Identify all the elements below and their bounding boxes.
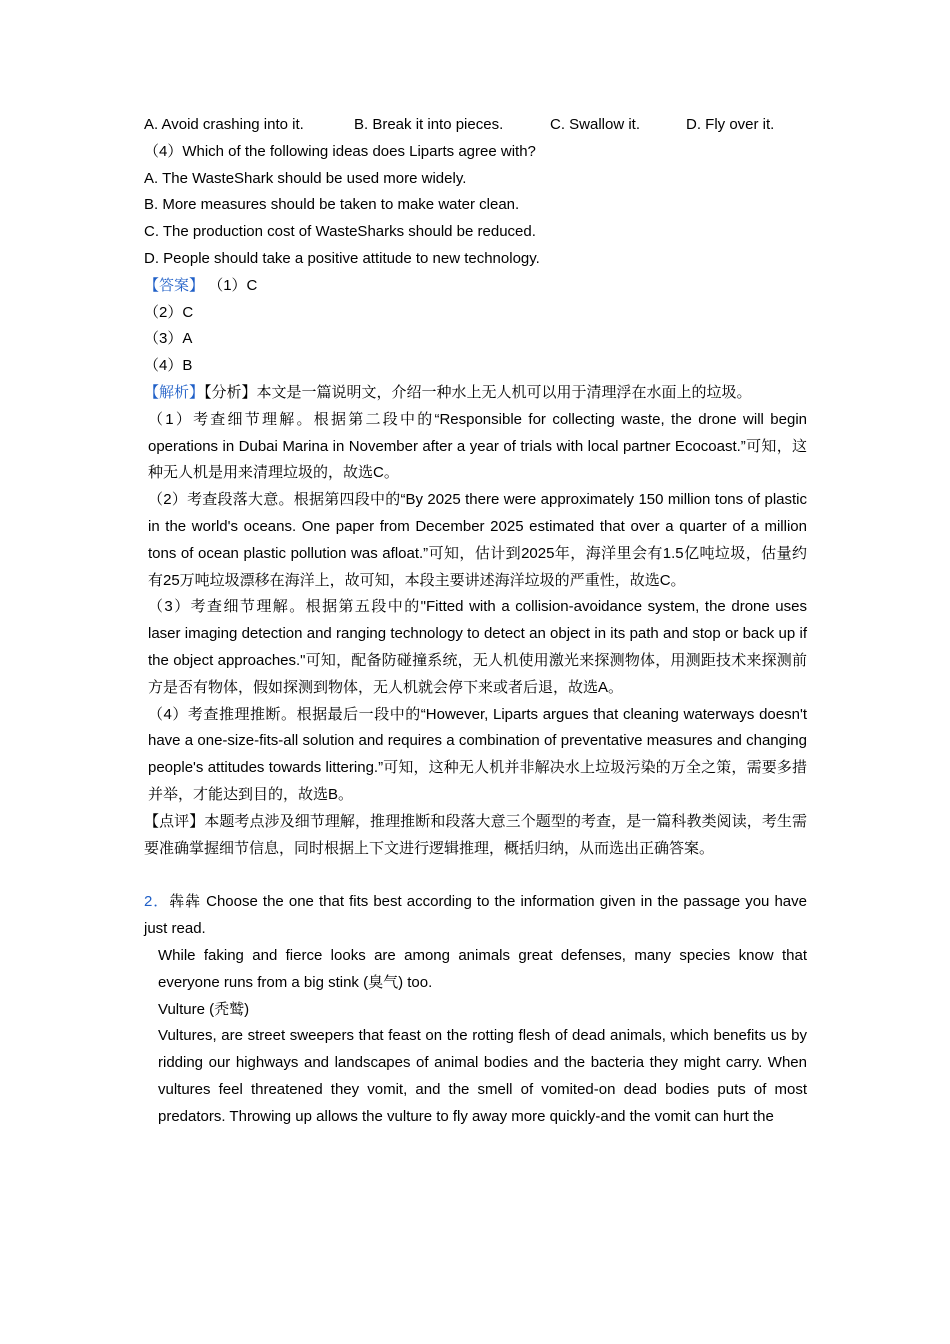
answer-line — [144, 273, 807, 300]
document-page — [144, 112, 807, 1130]
q4-stem: （4）Which of the following ideas does Liparts agree with? — [144, 142, 536, 160]
q4-option-d: D. People should take a positive attitude to new technology. — [144, 249, 540, 267]
answer-4: （4）B — [144, 357, 193, 375]
analysis-item-3: （3）考查细节理解。根据第五段中的"Fitted with a collision-avoidance system, the drone uses laser imaging detection and ranging technology to detect an object in its path and stop or back up if the object approaches."可知，配备防碰撞系统，无人机使用激光来探测物体，用测距技术来探测前方是否有物体，假如探测到物体，无人机就会停下来或者后退，故选A。 — [148, 598, 807, 696]
analysis-tag: 【解析】 — [144, 383, 205, 401]
question-2-number: 2． — [144, 893, 170, 911]
analysis-intro — [144, 380, 807, 407]
option-d: D. Fly over it. — [686, 116, 775, 133]
analysis-item-4: （4）考查推理推断。根据最后一段中的“However, Liparts argues that cleaning waterways doesn't have a one-size-fits-all solution and requires a combination of preventative measures and changing people's attitudes towards littering.”可知，这种无人机并非解决水上垃圾污染的万全之策，需要多措并举，才能达到目的，故选B。 — [148, 705, 807, 803]
passage-body: Vultures, are street sweepers that feast on the rotting flesh of dead animals, which benefits us by ridding our highways and landscapes of animal bodies and the bacteria they might carry. When vultures feel threatened they vomit, and the smell of vomited-on dead bodies puts of most predators. Throwing up allows the vulture to fly away more quickly-and the vomit can hurt the — [158, 1027, 807, 1125]
q4-option-c: C. The production cost of WasteSharks should be reduced. — [144, 223, 536, 241]
section-spacer — [144, 862, 807, 889]
answer-1: （1）C — [208, 276, 258, 294]
answer-3: （3）A — [144, 330, 193, 348]
q4-option-b: B. More measures should be taken to make water clean. — [144, 196, 520, 214]
answer-2: （2）C — [144, 303, 194, 321]
q4-option-a: A. The WasteShark should be used more widely. — [144, 169, 467, 187]
question-2-text: 犇犇 Choose the one that fits best according to the information given in the passage you have just read. — [144, 893, 807, 938]
analysis-comment: 【点评】本题考点涉及细节理解，推理推断和段落大意三个题型的考查，是一篇科教类阅读，考生需要准确掌握细节信息，同时根据上下文进行逻辑推理，概括归纳，从而选出正确答案。 — [144, 812, 807, 857]
passage-intro: While faking and fierce looks are among animals great defenses, many species know that everyone runs from a big stink (臭气) too. — [158, 946, 807, 991]
analysis-item-2: （2）考查段落大意。根据第四段中的“By 2025 there were approximately 150 million tons of plastic in the world's oceans. One paper from December 2025 estimated that over a quarter of a million tons of ocean plastic pollution was afloat.”可知，估计到2025年，海洋里会有1.5亿吨垃圾，估量约有25万吨垃圾漂移在海洋上，故可知，本段主要讲述海洋垃圾的严重性，故选C。 — [148, 491, 807, 589]
answer-tag: 【答案】 — [144, 276, 205, 294]
q1-options — [144, 112, 807, 139]
option-c: C. Swallow it. — [550, 116, 641, 133]
option-a: A. Avoid crashing into it. — [144, 116, 304, 133]
passage-heading: Vulture (秃鹫) — [158, 1000, 250, 1018]
analysis-item-1: （1）考查细节理解。根据第二段中的“Responsible for collecting waste, the drone will begin operations in Dubai Marina in November after a year of trials with local partner Ecocoast.”可知，这种无人机是用来清理垃圾的，故选C。 — [148, 410, 807, 482]
question-2-instruction — [144, 889, 807, 943]
analysis-summary: 【分析】本文是一篇说明文，介绍一种水上无人机可以用于清理浮在水面上的垃圾。 — [204, 383, 752, 401]
option-b: B. Break it into pieces. — [354, 116, 504, 133]
